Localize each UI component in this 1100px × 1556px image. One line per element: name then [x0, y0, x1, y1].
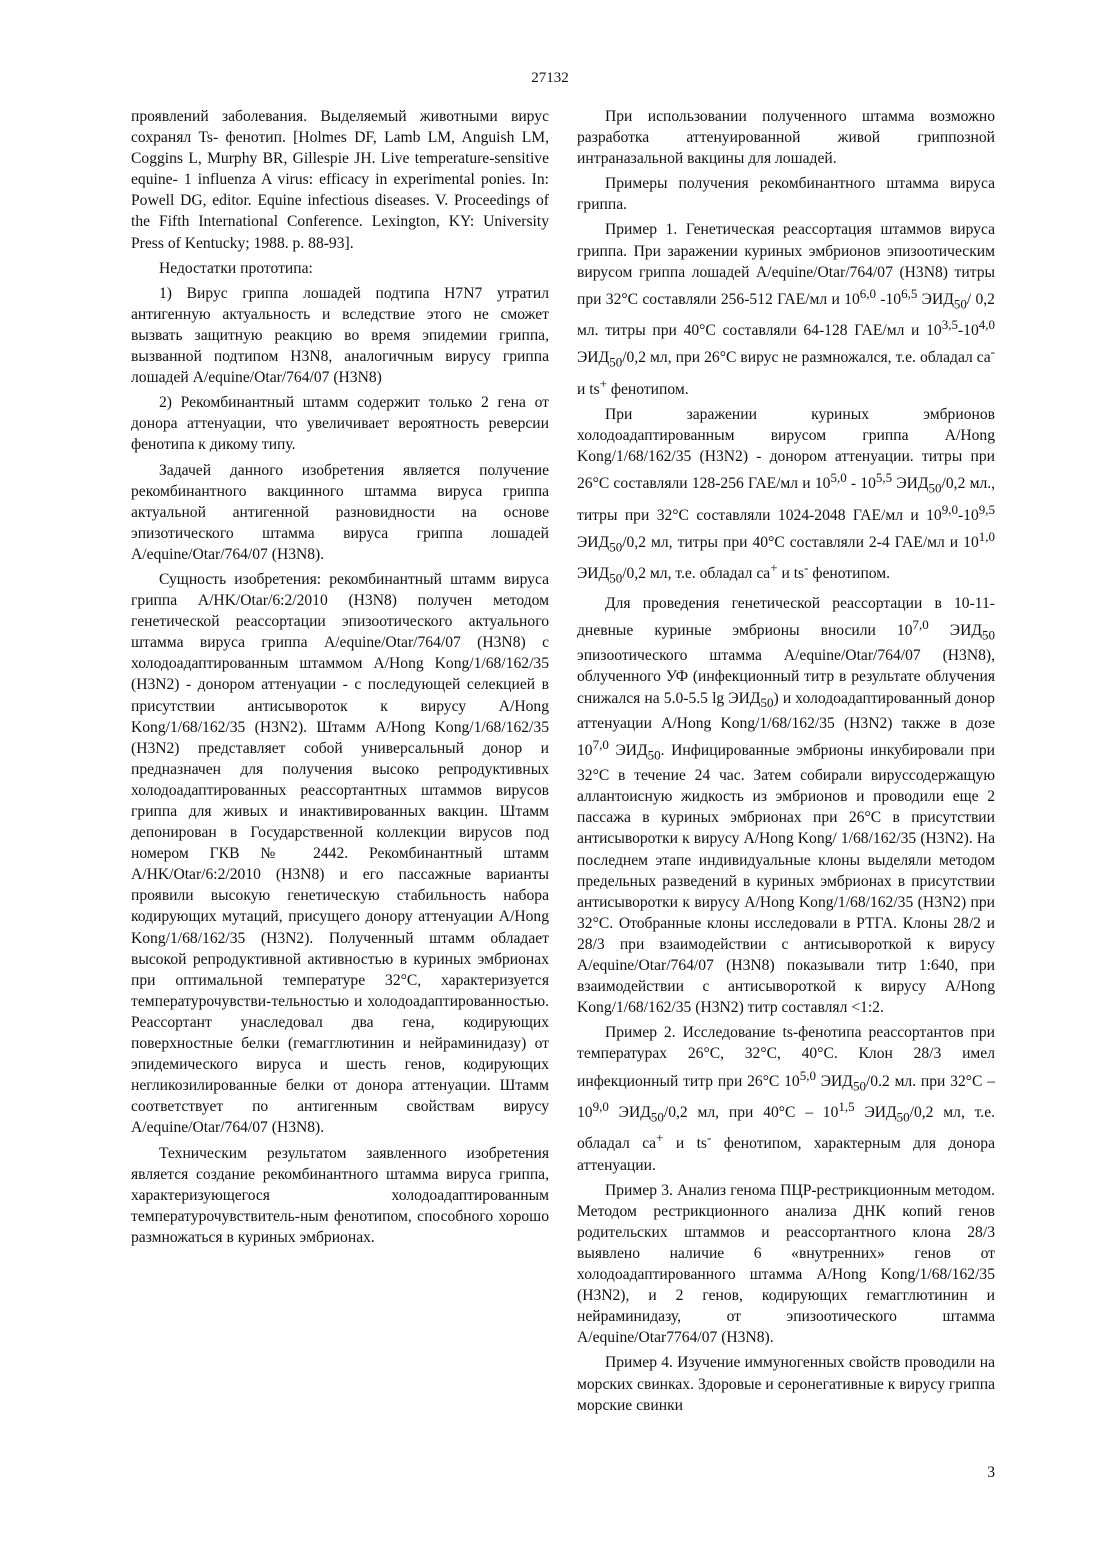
paragraph: Недостатки прототипа: — [159, 259, 313, 277]
paragraph-example-2: Пример 2. Исследование ts-фенотипа реассортантов при температурах 26°С, 32°С, 40°С. Клон 28/3 имел инфекционный титр при 26°С 10$^{5,0}$ $ЭИД_{50}/0.2$ мл. при 32°С – 10$^{9,0}$ $ЭИД_{50}/0,2$ мл, при 40°С – 10$^{1,5}$ $ЭИД_{50}/0,2$ мл, т.е. обладал ca+ и ts- фенотипом, характерным для донора аттенуации. — [577, 1024, 996, 1174]
right-column — [577, 106, 995, 1420]
paragraph: Сущность изобретения: рекомбинантный штамм вируса гриппа A/HK/Otar/6:2/2010 (H3N8) получен методом генетической реассортации эпизоотического актуального штамма вируса гриппа A/equine/Otar/764/07 (H3N8) с холодоадаптированным штаммом A/Hong Kong/1/68/162/35 (H3N2) - донором аттенуации - с последующей селекцией в присутствии антисывороток к вирусу A/Hong Kong/1/68/162/35 (H3N2). Штамм A/Hong Kong/1/68/162/35 (H3N2) представляет собой универсальный донор и предназначен для получения высоко репродуктивных холодоадаптированных реассортантных штаммов вирусов гриппа для живых и инактивированных вакцин. Штамм депонирован в Государственной коллекции вирусов под номером ГКВ № 2442. Рекомбинантный штамм A/HK/Otar/6:2/2010 (H3N8) и его пассажные варианты проявили высокую генетическую стабильность набора кодирующих мутаций, присущего донору аттенуации A/Hong Kong/1/68/162/35 (H3N2). Полученный штамм обладает высокой репродуктивной активностью в куриных эмбрионах при оптимальной температуре 32°С, характеризуется температурочувстви-тельностью и холодоадаптированностью. Реассортант унаследовал два гена, кодирующих поверхностные белки (гемагглютинин и нейраминидазу) от эпидемического вируса и шесть генов, кодирующих негликозилированные белки от донора аттенуации. Штамм соответствует по антигенным свойствам вирусу A/equine/Otar/764/07 (H3N8). — [131, 570, 549, 1137]
paragraph: проявлений заболевания. Выделяемый животными вирус сохранял Ts- фенотип. [Holmes DF, Lamb LM, Anguish LM, Coggins L, Murphy BR, Gillespie JH. Live temperature-sensitive equine- 1 influenza A virus: efficacy in experimental ponies. In: Powell DG, editor. Equine infectious diseases. V. Proceedings of the Fifth International Conference. Lexington, KY: University Press of Kentucky; 1988. p. 88-93]. — [131, 108, 549, 252]
paragraph: 2) Рекомбинантный штамм содержит только 2 гена от донора аттенуации, что увеличивает вероятность реверсии фенотипа к дикому типу. — [131, 394, 549, 454]
paragraph: Задачей данного изобретения является получение рекомбинантного вакцинного штамма вируса гриппа актуальной антигенной разновидности на основе эпизотического штамма вируса гриппа лошадей A/equine/Otar/764/07 (H3N8). — [131, 461, 549, 563]
paragraph-example-1: Пример 1. Генетическая реассортация штаммов вируса гриппа. При заражении куриных эмбрионов эпизоотическим вирусом гриппа лошадей A/equine/Otar/764/07 (H3N8) титры при 32°С составляли 256-512 ГАЕ/мл и 10$^{6,0}$ -10$^{6,5}$ $ЭИД_{50}/$ 0,2 мл. титры при 40°С составляли 64-128 ГАЕ/мл и 10$^{3,5}$-10$^{4,0}$ $ЭИД_{50}/0,2$ мл, при 26°С вирус не размножался, т.е. обладал ca- и ts+ фенотипом. — [577, 221, 995, 398]
paragraph: При использовании полученного штамма возможно разработка аттенуированной живой гриппозной интраназальной вакцины для лошадей. — [577, 108, 995, 168]
page-number: 3 — [987, 1464, 995, 1481]
paragraph-reassortation: Для проведения генетической реассортации в 10-11-дневные куриные эмбрионы вносили 10$^{7,0}$ $ЭИД_{50}$ эпизоотического штамма A/equine/Otar/764/07 (H3N8), облученного УФ (инфекционный титр в результате облучения снижался на 5.0-5.5 $\lg ЭИД_{50}$) и холодоадаптированный донор аттенуации A/Hong Kong/1/68/162/35 (H3N2) также в дозе 10$^{7,0}$ $ЭИД_{50}$. Инфицированные эмбрионы инкубировали при 32°С в течение 24 час. Затем собирали вируссодержащую аллантоисную жидкость из эмбрионов и проводили еще 2 пассажа в куриных эмбрионах при 26°С в присутствии антисыворотки к вирусу A/Hong Kong/ 1/68/162/35 (H3N2). На последнем этапе индивидуальные клоны выделяли методом предельных разведений в куриных эмбрионах в присутствии антисыворотки к вирусу A/Hong Kong/1/68/162/35 (H3N2) при 32°С. Отобранные клоны исследовали в РТГА. Клоны 28/2 и 28/3 при взаимодействии с антисывороткой к вирусу A/equine/Otar/764/07 (H3N8) показывали титр 1:640, при взаимодействии с антисывороткой к вирусу A/Hong Kong/1/68/162/35 (H3N2) титр составлял <1:2. — [577, 594, 996, 1017]
paragraph: Техническим результатом заявленного изобретения является создание рекомбинантного штамма вируса гриппа, характеризующегося холодоадаптированным температурочувствитель-ным фенотипом, способного хорошо размножаться в куриных эмбрионах. — [131, 1144, 549, 1246]
paragraph-donor-titers: При заражении куриных эмбрионов холодоадаптированным вирусом гриппа A/Hong Kong/1/68/162/35 (H3N2) - донором аттенуации. титры при 26°С составляли 128-256 ГАЕ/мл и 10$^{5,0}$ - 10$^{5,5}$ $ЭИД_{50}/0,2$ мл., титры при 32°С составляли 1024-2048 ГАЕ/мл и 10$^{9,0}$-10$^{9,5}$ $ЭИД_{50}/0,2$ мл, титры при 40°С составляли 2-4 ГАЕ/мл и 10$^{1,0}$ $ЭИД_{50}/0,2$ мл, т.е. обладал ca+ и ts- фенотипом. — [577, 406, 996, 586]
paragraph: Примеры получения рекомбинантного штамма вируса гриппа. — [577, 175, 995, 214]
page-header-id: 27132 — [531, 70, 569, 86]
paragraph-example-3: Пример 3. Анализ генома ПЦР-рестрикционным методом. Методом рестрикционного анализа ДНК копий генов родительских штаммов и реассортантного клона 28/3 выявлено наличие 6 «внутренних» генов от холодоадаптированного штамма A/Hong Kong/1/68/162/35 (H3N2), и 2 генов, кодирующих гемагглютинин и нейраминидазу, от эпизоотического штамма A/equine/Otar7764/07 (H3N8). — [577, 1181, 995, 1347]
paragraph: 1) Вирус гриппа лошадей подтипа H7N7 утратил антигенную актуальность и вследствие этого не сможет вызвать защитную реакцию во время эпидемии гриппа, вызванной подтипом H3N8, аналогичным вирусу гриппа лошадей A/equine/Otar/764/07 (H3N8) — [131, 284, 549, 387]
left-column — [131, 106, 549, 1252]
paragraph-example-4: Пример 4. Изучение иммуногенных свойств проводили на морских свинках. Здоровые и серонегативные к вирусу гриппа морские свинки — [577, 1354, 995, 1414]
